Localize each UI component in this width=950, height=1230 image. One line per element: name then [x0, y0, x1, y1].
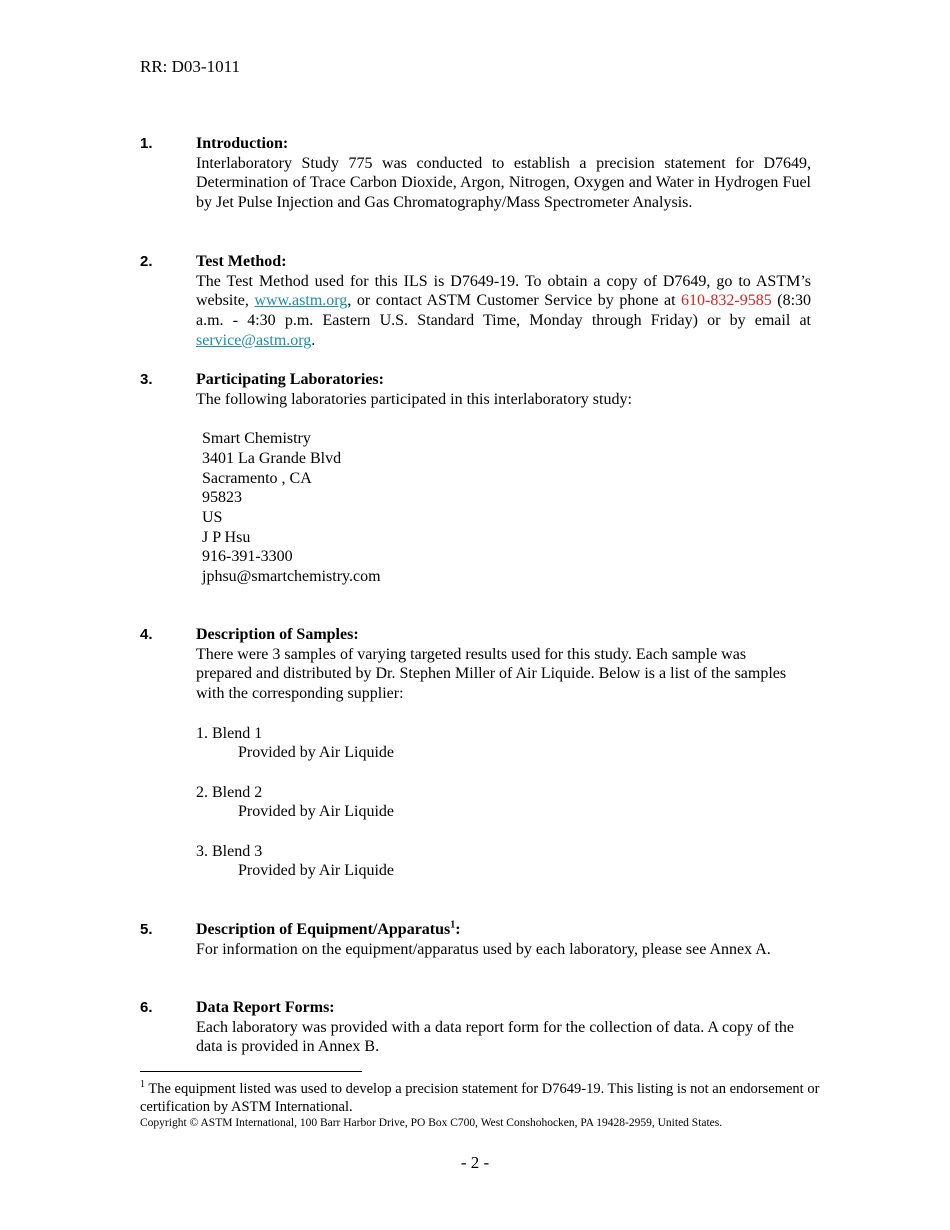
blend-provider: Provided by Air Liquide [238, 744, 394, 762]
section-2-text [196, 272, 811, 351]
section-6-title: Data Report Forms: [196, 999, 335, 1016]
section-2-text-c: (8:30 a.m. - 4:30 p.m. Eastern U.S. Standard Time, Monday through Friday) or by email at [196, 292, 812, 330]
section-1 [196, 134, 811, 213]
blend-item [196, 724, 796, 763]
section-5-number: 5. [140, 921, 153, 938]
section-4 [196, 625, 796, 881]
lab-country: US [202, 508, 223, 526]
page-number: - 2 - [460, 1153, 490, 1172]
section-6 [196, 998, 796, 1057]
footnote-divider [140, 1071, 362, 1072]
section-2-title: Test Method: [196, 253, 287, 270]
blend-label: 3. Blend 3 [196, 842, 263, 860]
section-5-title-end: : [455, 921, 461, 938]
section-2-text-a: The Test Method used for this ILS is D7649-19. To obtain a copy of D7649, go to ASTM’s website, [196, 272, 811, 310]
blend-label: 1. Blend 1 [196, 724, 263, 742]
lab-email: jphsu@smartchemistry.com [202, 568, 381, 586]
section-6-number: 6. [140, 999, 153, 1016]
footnote-text: The equipment listed was used to develop a precision statement for D7649-19. This listing is not an endorsement or certification by ASTM International. [140, 1081, 820, 1115]
customer-service-phone: 610-832-9585 [681, 292, 772, 310]
section-1-title: Introduction: [196, 135, 289, 152]
astm-website-link[interactable]: www.astm.org [254, 292, 348, 310]
section-3-number: 3. [140, 371, 153, 388]
section-5 [196, 920, 796, 959]
section-1-number: 1. [140, 135, 153, 152]
lab-zip: 95823 [202, 489, 242, 507]
blend-item [196, 842, 796, 881]
service-email-link[interactable]: service@astm.org [196, 331, 312, 349]
lab-city-state: Sacramento , CA [202, 469, 312, 487]
blend-label: 2. Blend 2 [196, 783, 263, 801]
lab-name: Smart Chemistry [202, 430, 311, 448]
section-6-text: Each laboratory was provided with a data report form for the collection of data. A copy of the data is provided in Annex B. [196, 1018, 795, 1056]
section-2-text-d: . [311, 331, 316, 349]
blend-provider: Provided by Air Liquide [238, 803, 394, 821]
section-5-text: For information on the equipment/apparatus used by each laboratory, please see Annex A. [196, 940, 771, 958]
section-4-title: Description of Samples: [196, 626, 359, 643]
section-3 [196, 370, 811, 587]
lab-phone: 916-391-3300 [202, 548, 293, 566]
section-4-text: There were 3 samples of varying targeted results used for this study. Each sample was prepared and distributed by Dr. Stephen Miller of Air Liquide. Below is a list of the samples with the corresponding supplier: [196, 645, 787, 703]
section-2-text-b: , or contact ASTM Customer Service by phone at [347, 292, 682, 310]
blend-provider: Provided by Air Liquide [238, 862, 394, 880]
section-3-title: Participating Laboratories: [196, 371, 384, 388]
section-2-number: 2. [140, 253, 153, 270]
footnote-reference: 1 [450, 919, 456, 931]
section-5-title-text: Description of Equipment/Apparatus [196, 921, 451, 938]
footnote-marker: 1 [140, 1079, 145, 1091]
section-4-number: 4. [140, 626, 153, 643]
lab-address-block [196, 429, 811, 587]
section-5-title [196, 920, 796, 940]
section-2 [196, 252, 811, 351]
report-id-header: RR: D03-1011 [140, 57, 240, 76]
lab-street: 3401 La Grande Blvd [202, 449, 342, 467]
lab-contact: J P Hsu [202, 528, 251, 546]
blend-item [196, 783, 796, 822]
footnote [140, 1080, 820, 1116]
copyright-line: Copyright © ASTM International, 100 Barr Harbor Drive, PO Box C700, West Conshohocken, PA 19428-2959, United States. [140, 1117, 723, 1129]
section-3-text: The following laboratories participated in this interlaboratory study: [196, 390, 632, 408]
section-1-text: Interlaboratory Study 775 was conducted to establish a precision statement for D7649, Determination of Trace Carbon Dioxide, Argon, Nitrogen, Oxygen and Water in Hydrogen Fuel by Jet Pulse Injection and Gas Chromatography/Mass Spectrometer Analysis. [196, 154, 811, 212]
